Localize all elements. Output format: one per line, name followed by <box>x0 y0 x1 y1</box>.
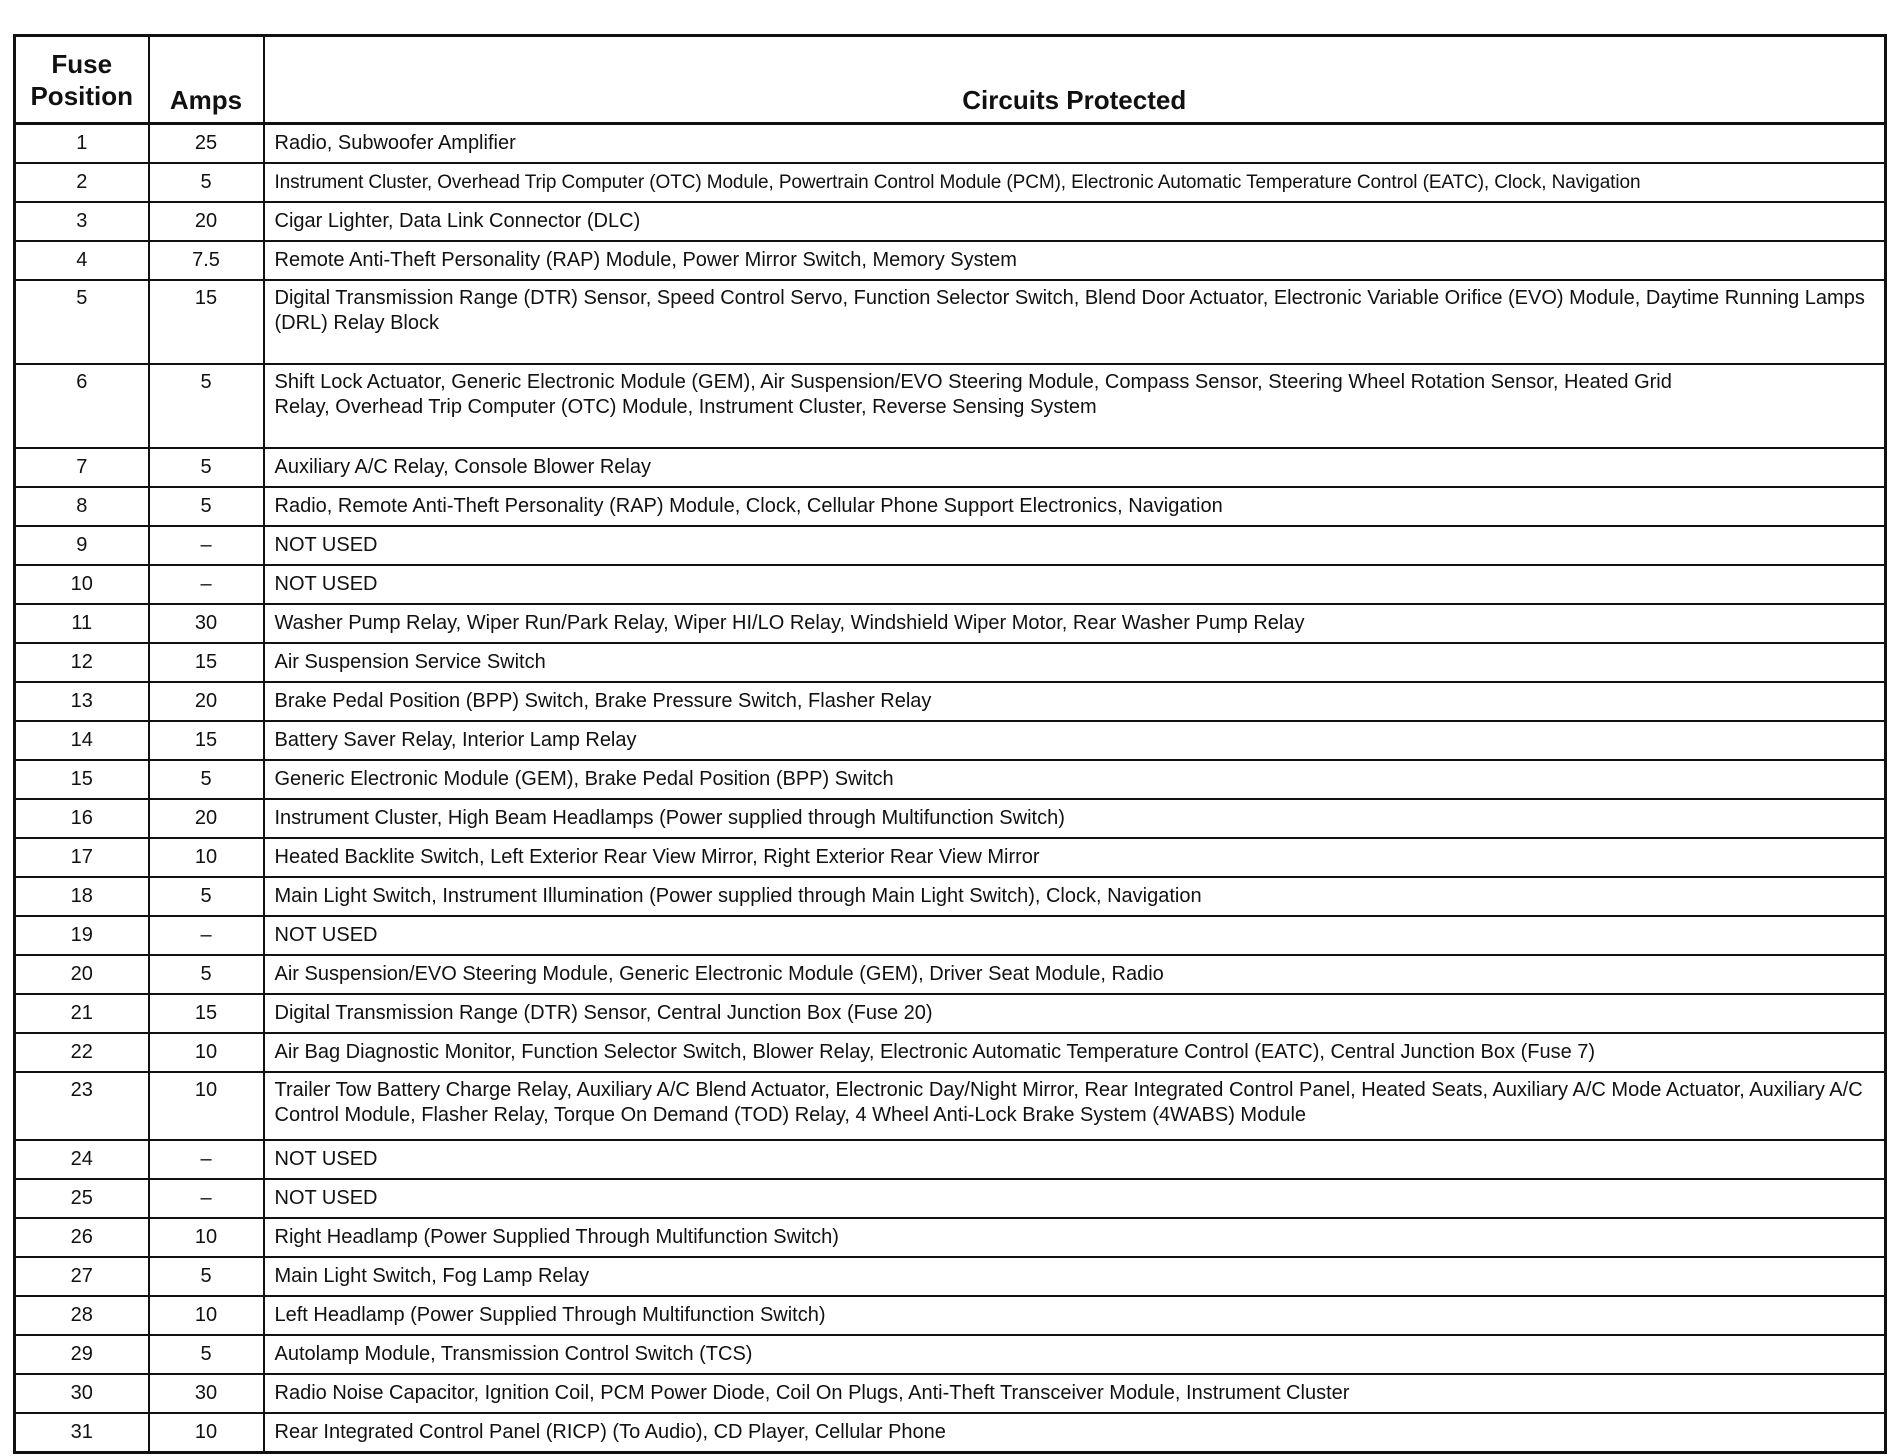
table-row <box>15 364 1886 448</box>
fuse-position-cell: 28 <box>15 1296 149 1335</box>
circuits-cell: Remote Anti-Theft Personality (RAP) Module, Power Mirror Switch, Memory System <box>264 241 1886 280</box>
fuse-position-cell: 12 <box>15 643 149 682</box>
amps-cell: – <box>149 916 264 955</box>
amps-cell: 5 <box>149 1335 264 1374</box>
table-row <box>15 124 1886 164</box>
amps-cell: 15 <box>149 994 264 1033</box>
table-row <box>15 799 1886 838</box>
amps-cell: 10 <box>149 838 264 877</box>
fuse-position-cell: 6 <box>15 364 149 448</box>
table-row <box>15 877 1886 916</box>
table-header <box>15 36 1886 124</box>
circuits-cell: NOT USED <box>264 526 1886 565</box>
fuse-position-cell: 24 <box>15 1140 149 1179</box>
circuits-cell: Air Suspension/EVO Steering Module, Generic Electronic Module (GEM), Driver Seat Module, Radio <box>264 955 1886 994</box>
fuse-position-cell: 11 <box>15 604 149 643</box>
table-row <box>15 202 1886 241</box>
amps-cell: 15 <box>149 643 264 682</box>
fuse-position-cell: 8 <box>15 487 149 526</box>
amps-cell: 15 <box>149 721 264 760</box>
amps-cell: 7.5 <box>149 241 264 280</box>
table-row <box>15 682 1886 721</box>
fuse-position-cell: 31 <box>15 1413 149 1453</box>
circuits-cell: Auxiliary A/C Relay, Console Blower Relay <box>264 448 1886 487</box>
circuits-cell: Autolamp Module, Transmission Control Switch (TCS) <box>264 1335 1886 1374</box>
amps-cell: 30 <box>149 1374 264 1413</box>
table-row <box>15 526 1886 565</box>
amps-cell: – <box>149 565 264 604</box>
table-row <box>15 955 1886 994</box>
table-row <box>15 487 1886 526</box>
amps-cell: – <box>149 526 264 565</box>
table-row <box>15 163 1886 202</box>
amps-cell: 25 <box>149 124 264 164</box>
fuse-position-cell: 22 <box>15 1033 149 1072</box>
table-row <box>15 721 1886 760</box>
circuits-cell: Radio, Subwoofer Amplifier <box>264 124 1886 164</box>
table-row <box>15 241 1886 280</box>
fuse-position-cell: 29 <box>15 1335 149 1374</box>
table-row <box>15 1257 1886 1296</box>
fuse-position-cell: 23 <box>15 1072 149 1140</box>
fuse-position-cell: 7 <box>15 448 149 487</box>
fuse-position-cell: 5 <box>15 280 149 364</box>
fuse-position-cell: 9 <box>15 526 149 565</box>
fuse-position-cell: 25 <box>15 1179 149 1218</box>
table-row <box>15 1179 1886 1218</box>
table-row <box>15 1296 1886 1335</box>
fuse-position-cell: 26 <box>15 1218 149 1257</box>
table-row <box>15 643 1886 682</box>
amps-cell: 10 <box>149 1072 264 1140</box>
table-body <box>15 124 1886 1453</box>
fuse-position-cell: 18 <box>15 877 149 916</box>
fuse-position-cell: 1 <box>15 124 149 164</box>
amps-cell: 10 <box>149 1218 264 1257</box>
amps-cell: – <box>149 1179 264 1218</box>
table-row <box>15 1413 1886 1453</box>
amps-cell: 5 <box>149 448 264 487</box>
amps-cell: 20 <box>149 202 264 241</box>
amps-cell: 5 <box>149 163 264 202</box>
header-row <box>15 36 1886 124</box>
circuits-cell: Main Light Switch, Fog Lamp Relay <box>264 1257 1886 1296</box>
amps-cell: 5 <box>149 487 264 526</box>
circuits-cell: Heated Backlite Switch, Left Exterior Rear View Mirror, Right Exterior Rear View Mirror <box>264 838 1886 877</box>
header-circuits-protected: Circuits Protected <box>264 36 1886 124</box>
circuits-cell: Rear Integrated Control Panel (RICP) (To Audio), CD Player, Cellular Phone <box>264 1413 1886 1453</box>
table-row <box>15 280 1886 364</box>
circuits-cell: NOT USED <box>264 1179 1886 1218</box>
table-row <box>15 1218 1886 1257</box>
fuse-position-cell: 21 <box>15 994 149 1033</box>
table-row <box>15 448 1886 487</box>
amps-cell: 20 <box>149 682 264 721</box>
fuse-position-cell: 14 <box>15 721 149 760</box>
circuits-cell: Cigar Lighter, Data Link Connector (DLC) <box>264 202 1886 241</box>
table-row <box>15 604 1886 643</box>
amps-cell: 10 <box>149 1033 264 1072</box>
circuits-cell: Radio, Remote Anti-Theft Personality (RAP) Module, Clock, Cellular Phone Support Electronics, Navigation <box>264 487 1886 526</box>
fuse-position-cell: 19 <box>15 916 149 955</box>
circuits-cell: Radio Noise Capacitor, Ignition Coil, PCM Power Diode, Coil On Plugs, Anti-Theft Transceiver Module, Instrument Cluster <box>264 1374 1886 1413</box>
table-row <box>15 565 1886 604</box>
amps-cell: 5 <box>149 877 264 916</box>
circuits-cell: NOT USED <box>264 565 1886 604</box>
amps-cell: 5 <box>149 364 264 448</box>
fuse-position-cell: 20 <box>15 955 149 994</box>
table-row <box>15 1374 1886 1413</box>
fuse-position-cell: 15 <box>15 760 149 799</box>
table-row <box>15 760 1886 799</box>
table-row <box>15 916 1886 955</box>
amps-cell: 10 <box>149 1413 264 1453</box>
circuits-cell: Digital Transmission Range (DTR) Sensor, Central Junction Box (Fuse 20) <box>264 994 1886 1033</box>
circuits-cell: Right Headlamp (Power Supplied Through Multifunction Switch) <box>264 1218 1886 1257</box>
circuits-cell: Trailer Tow Battery Charge Relay, Auxiliary A/C Blend Actuator, Electronic Day/Night Mirror, Rear Integrated Control Panel, Heated Seats, Auxiliary A/C Mode Actuator, Auxiliary A/C Control Module, Flasher Relay, Torque On Demand (TOD) Relay, 4 Wheel Anti-Lock Brake System (4WABS) Module <box>264 1072 1886 1140</box>
fuse-position-cell: 10 <box>15 565 149 604</box>
circuits-cell: Washer Pump Relay, Wiper Run/Park Relay, Wiper HI/LO Relay, Windshield Wiper Motor, Rear Washer Pump Relay <box>264 604 1886 643</box>
fuse-position-cell: 3 <box>15 202 149 241</box>
amps-cell: 5 <box>149 955 264 994</box>
circuits-cell: Battery Saver Relay, Interior Lamp Relay <box>264 721 1886 760</box>
fuse-position-cell: 17 <box>15 838 149 877</box>
fuse-table <box>13 34 1887 1454</box>
circuits-cell: Digital Transmission Range (DTR) Sensor, Speed Control Servo, Function Selector Switch, Blend Door Actuator, Electronic Variable Orifice (EVO) Module, Daytime Running Lamps (DRL) Relay Block <box>264 280 1886 364</box>
amps-cell: 30 <box>149 604 264 643</box>
circuits-cell: Instrument Cluster, Overhead Trip Computer (OTC) Module, Powertrain Control Module (PCM), Electronic Automatic Temperature Control (EATC), Clock, Navigation <box>264 163 1886 202</box>
fuse-position-cell: 16 <box>15 799 149 838</box>
header-fuse-position: Fuse Position <box>15 36 149 124</box>
table-row <box>15 1140 1886 1179</box>
table-row <box>15 994 1886 1033</box>
amps-cell: – <box>149 1140 264 1179</box>
circuits-cell: Air Suspension Service Switch <box>264 643 1886 682</box>
fuse-position-cell: 4 <box>15 241 149 280</box>
circuits-cell: NOT USED <box>264 916 1886 955</box>
circuits-cell: Air Bag Diagnostic Monitor, Function Selector Switch, Blower Relay, Electronic Automatic Temperature Control (EATC), Central Junction Box (Fuse 7) <box>264 1033 1886 1072</box>
table-row <box>15 1335 1886 1374</box>
amps-cell: 5 <box>149 760 264 799</box>
fuse-position-cell: 13 <box>15 682 149 721</box>
header-amps: Amps <box>149 36 264 124</box>
amps-cell: 15 <box>149 280 264 364</box>
amps-cell: 5 <box>149 1257 264 1296</box>
circuits-cell: Brake Pedal Position (BPP) Switch, Brake Pressure Switch, Flasher Relay <box>264 682 1886 721</box>
circuits-cell: Instrument Cluster, High Beam Headlamps (Power supplied through Multifunction Switch) <box>264 799 1886 838</box>
fuse-position-cell: 27 <box>15 1257 149 1296</box>
table-row <box>15 838 1886 877</box>
circuits-cell: Shift Lock Actuator, Generic Electronic Module (GEM), Air Suspension/EVO Steering Module, Compass Sensor, Steering Wheel Rotation Sensor, Heated Grid Relay, Overhead Trip Computer (OTC) Module, Instrument Cluster, Reverse Sensing System <box>264 364 1886 448</box>
fuse-position-cell: 30 <box>15 1374 149 1413</box>
table-row <box>15 1072 1886 1140</box>
fuse-position-cell: 2 <box>15 163 149 202</box>
amps-cell: 10 <box>149 1296 264 1335</box>
circuits-cell: Left Headlamp (Power Supplied Through Multifunction Switch) <box>264 1296 1886 1335</box>
circuits-cell: Generic Electronic Module (GEM), Brake Pedal Position (BPP) Switch <box>264 760 1886 799</box>
circuits-cell: Main Light Switch, Instrument Illumination (Power supplied through Main Light Switch), Clock, Navigation <box>264 877 1886 916</box>
table-row <box>15 1033 1886 1072</box>
amps-cell: 20 <box>149 799 264 838</box>
circuits-cell: NOT USED <box>264 1140 1886 1179</box>
